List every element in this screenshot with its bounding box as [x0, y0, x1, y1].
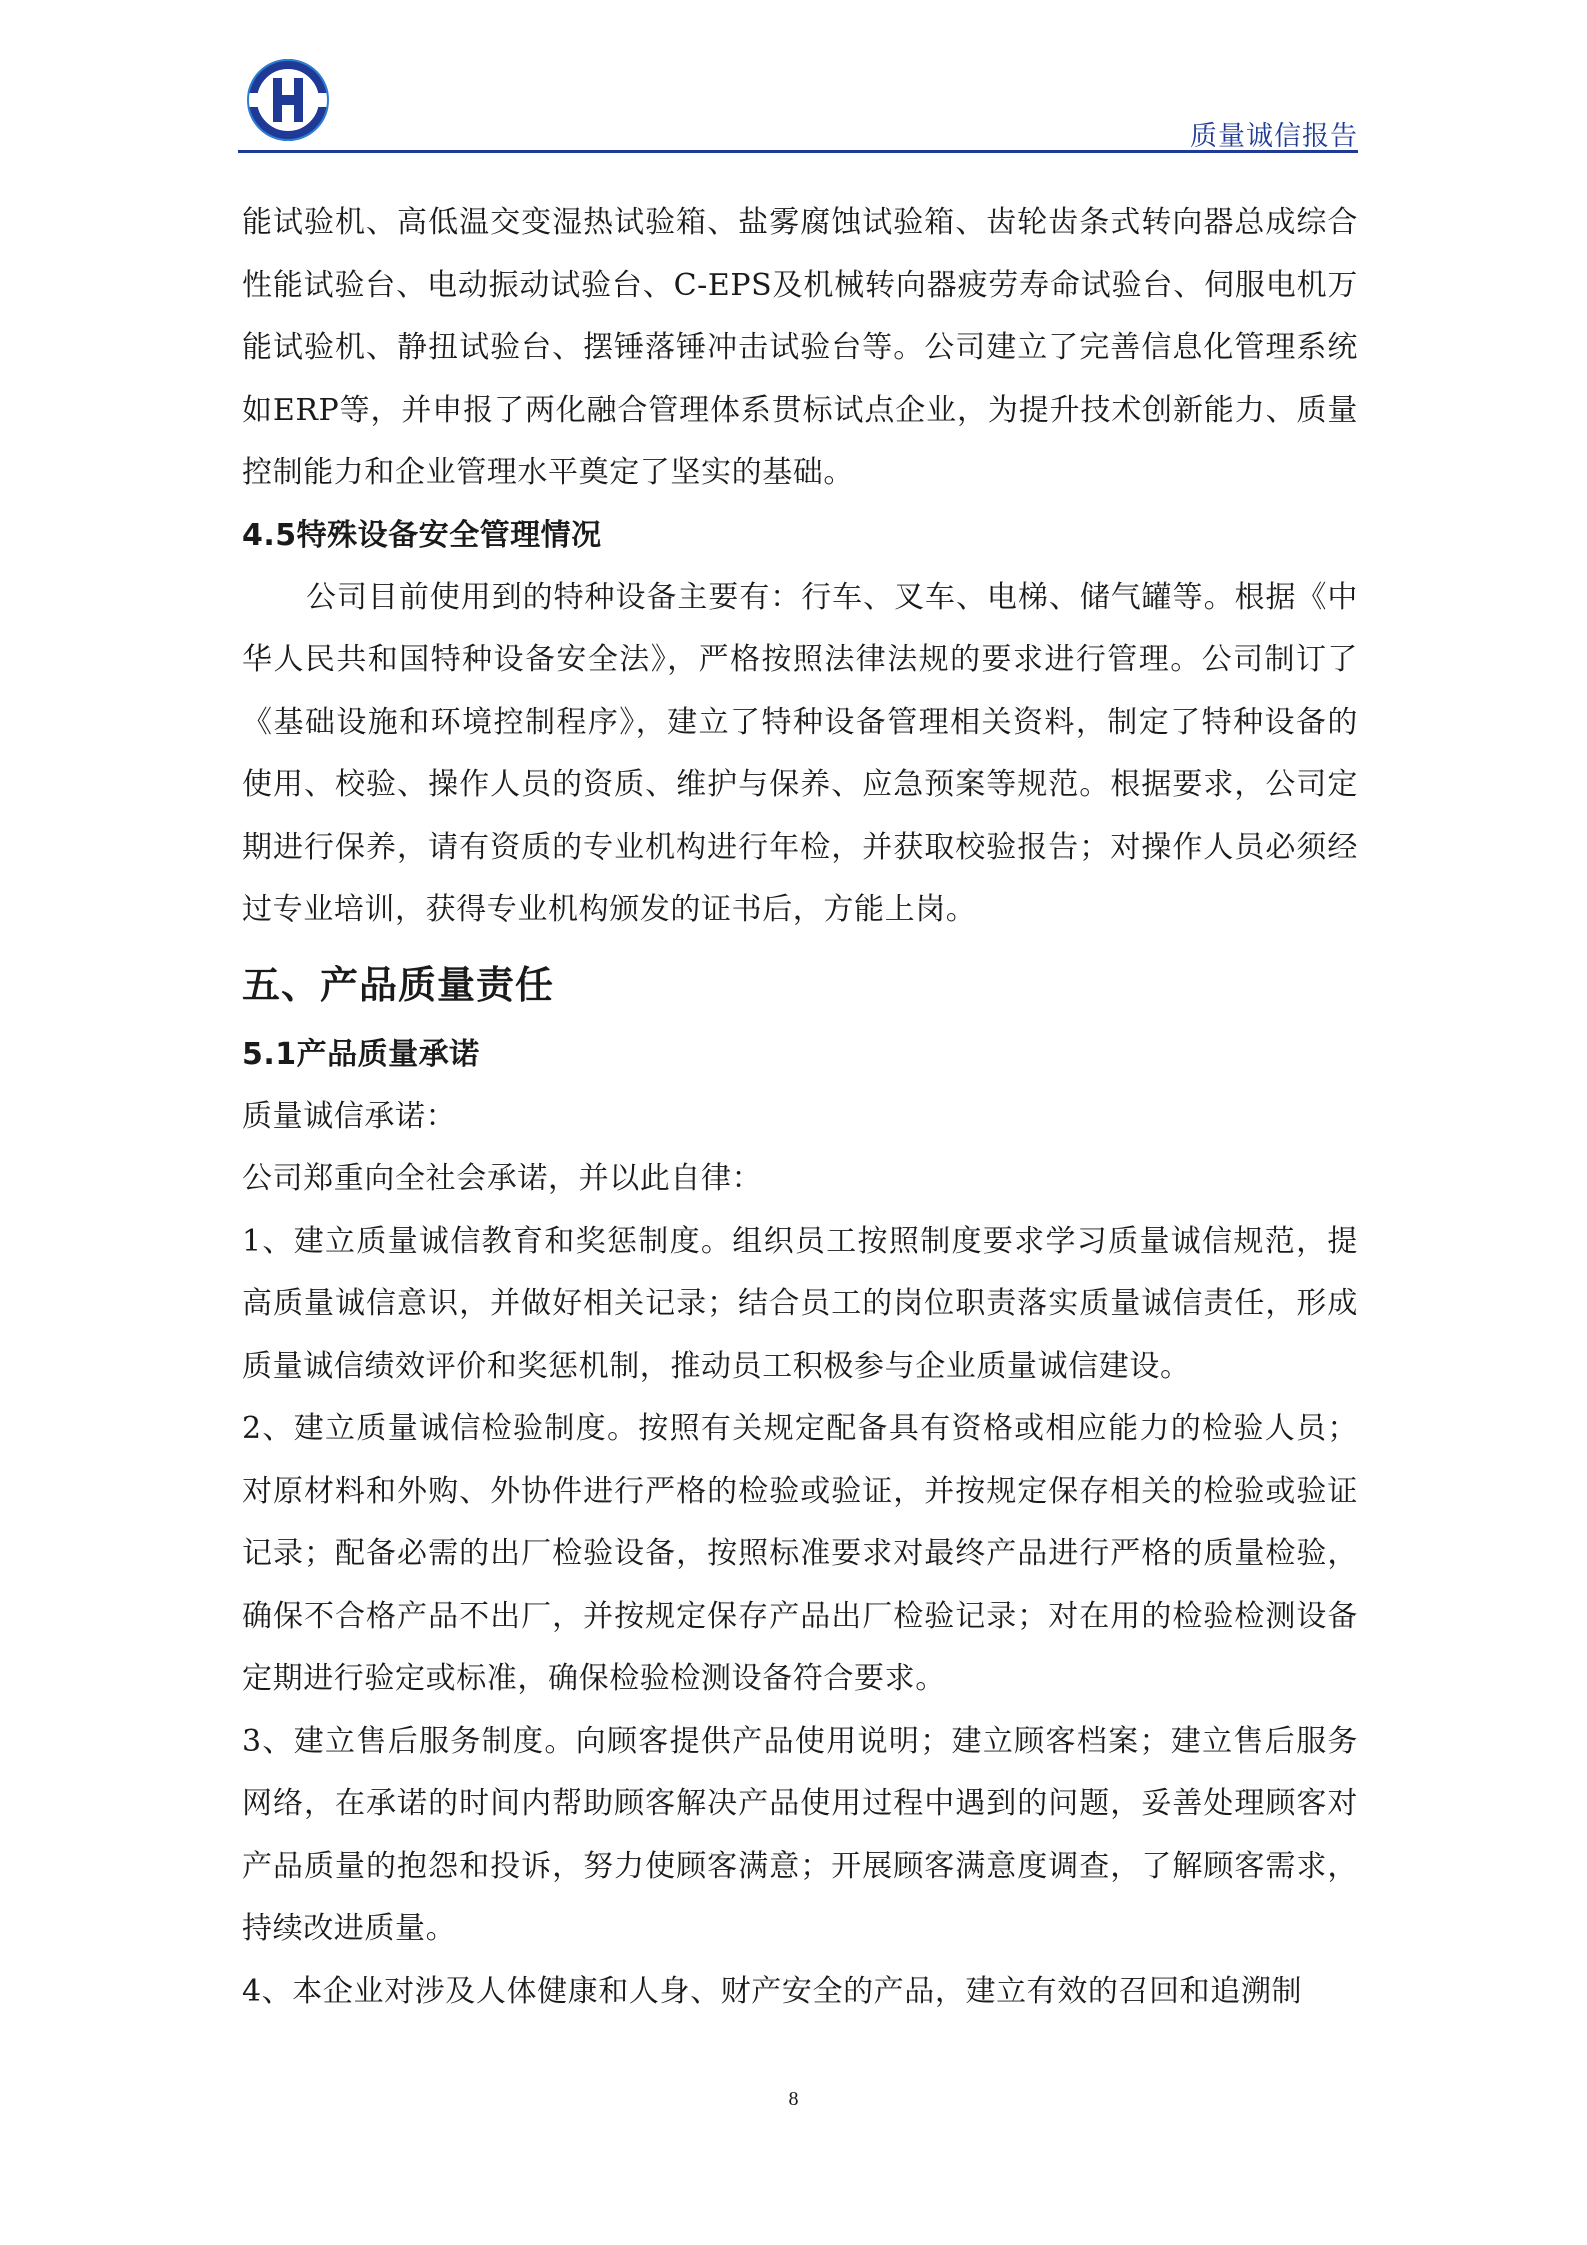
commitment-item-3: 3、建立售后服务制度。向顾客提供产品使用说明；建立顾客档案；建立售后服务网络，在承诺的时间内帮助顾客解决产品使用过程中遇到的问题，妥善处理顾客对产品质量的抱怨和投诉，努力使顾客满意；开展顾客满意度调查，了解顾客需求，持续改进质量。: [242, 1723, 1358, 1946]
commitment-intro: 公司郑重向全社会承诺，并以此自律：: [242, 1161, 763, 1196]
section-4-5-paragraph: 公司目前使用到的特种设备主要有：行车、叉车、电梯、储气罐等。根据《中华人民共和国特种设备安全法》，严格按照法律法规的要求进行管理。公司制订了《基础设施和环境控制程序》，建立了特种设备管理相关资料，制定了特种设备的使用、校验、操作人员的资质、维护与保养、应急预案等规范。根据要求，公司定期进行保养，请有资质的专业机构进行年检，并获取校验报告；对操作人员必须经过专业培训，获得专业机构颁发的证书后，方能上岗。: [242, 579, 1358, 927]
header-divider: [238, 150, 1358, 153]
commitment-title: 质量诚信承诺：: [242, 1098, 457, 1134]
intro-paragraph: 能试验机、高低温交变湿热试验箱、盐雾腐蚀试验箱、齿轮齿条式转向器总成综合性能试验台、电动振动试验台、C-EPS及机械转向器疲劳寿命试验台、伺服电机万能试验机、静扭试验台、摆锤落锤冲击试验台等。公司建立了完善信息化管理系统如ERP等，并申报了两化融合管理体系贯标试点企业，为提升技术创新能力、质量控制能力和企业管理水平奠定了坚实的基础。: [242, 205, 1358, 490]
report-title: 质量诚信报告: [1190, 121, 1358, 152]
section-4-5-heading: 4.5特殊设备安全管理情况: [242, 517, 602, 553]
commitment-item-2: 2、建立质量诚信检验制度。按照有关规定配备具有资格或相应能力的检验人员；对原材料和外购、外协件进行严格的检验或验证，并按规定保存相关的检验或验证记录；配备必需的出厂检验设备，按照标准要求对最终产品进行严格的质量检验，确保不合格产品不出厂，并按规定保存产品出厂检验记录；对在用的检验检测设备定期进行验定或标准，确保检验检测设备符合要求。: [242, 1411, 1358, 1696]
company-logo-icon: [238, 58, 338, 142]
commitment-item-4: 4、本企业对涉及人体健康和人身、财产安全的产品，建立有效的召回和追溯制: [242, 1973, 1303, 2009]
section-5-heading: 五、产品质量责任: [242, 962, 555, 1007]
commitment-item-1: 1、建立质量诚信教育和奖惩制度。组织员工按照制度要求学习质量诚信规范，提高质量诚信意识，并做好相关记录；结合员工的岗位职责落实质量诚信责任，形成质量诚信绩效评价和奖惩机制，推动员工积极参与企业质量诚信建设。: [242, 1223, 1358, 1384]
page-header: [238, 58, 1358, 158]
section-5-1-heading: 5.1产品质量承诺: [242, 1036, 480, 1072]
page-number: 8: [788, 2088, 799, 2110]
page-body: [242, 192, 1358, 2023]
